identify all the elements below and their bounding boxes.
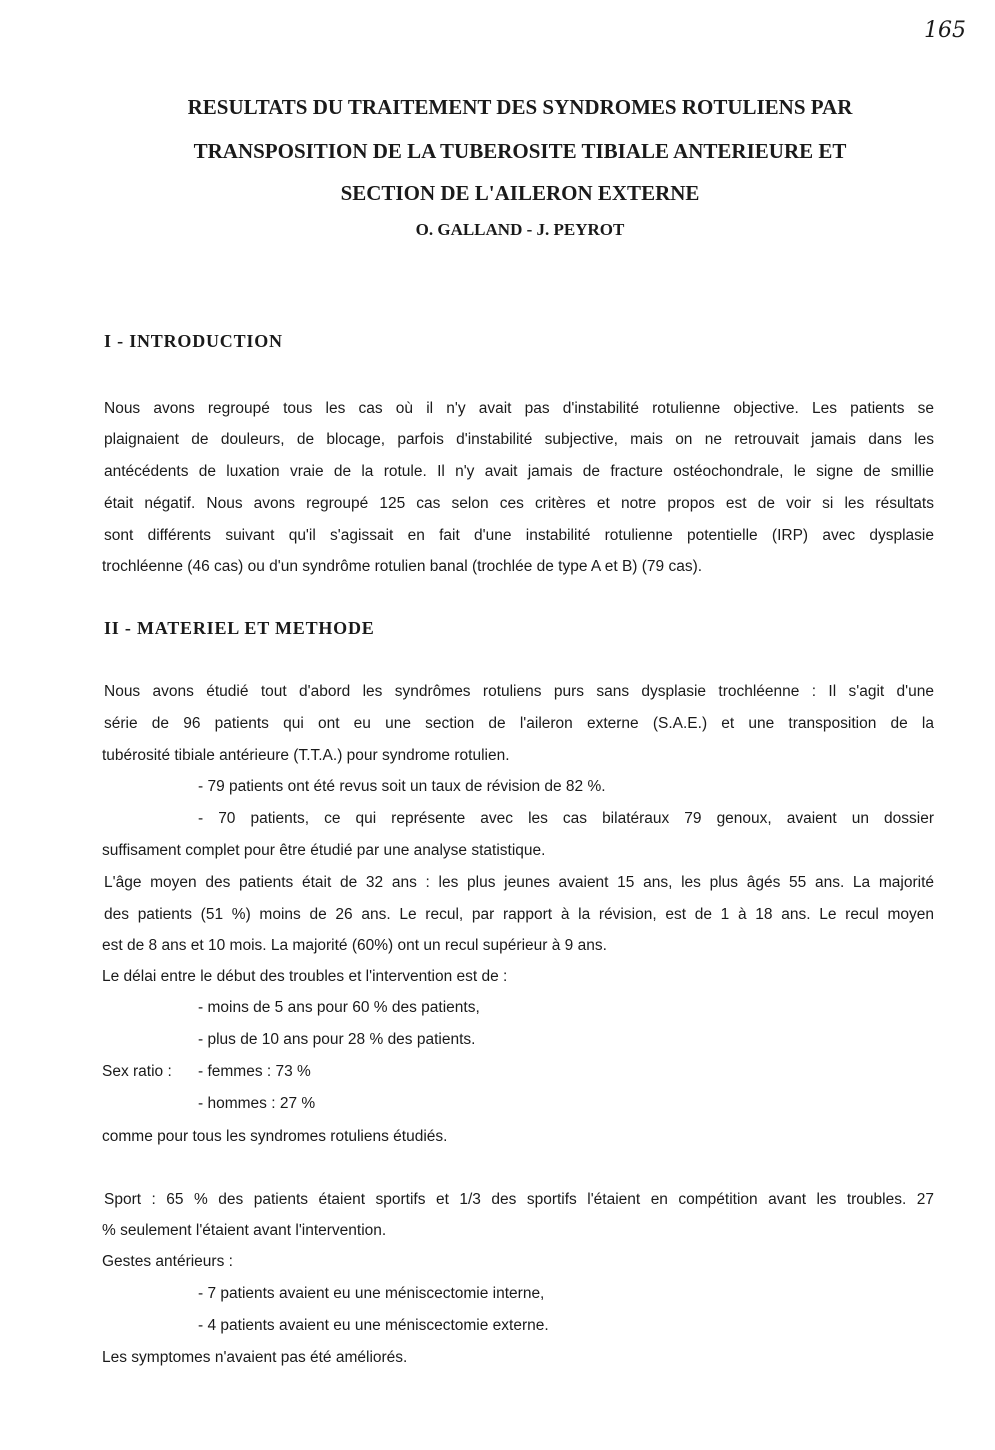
sex-item: - hommes : 27 % (198, 1095, 316, 1112)
gestes-label: Gestes antérieurs : (102, 1253, 233, 1270)
delay-item: - plus de 10 ans pour 28 % des patients. (198, 1031, 476, 1048)
authors: O. GALLAND - J. PEYROT (415, 220, 625, 239)
bullet-revision: - 79 patients ont été revus soit un taux de révision de 82 %. (198, 778, 606, 795)
paragraph-line: série de 96 patients qui ont eu une section de l'aileron externe (S.A.E.) et une transposition de la (104, 715, 934, 732)
gestes-item: - 4 patients avaient eu une méniscectomie externe. (198, 1317, 549, 1334)
paragraph-line: est de 8 ans et 10 mois. La majorité (60%) ont un recul supérieur à 9 ans. (102, 937, 607, 954)
paragraph-line: tubérosité tibiale antérieure (T.T.A.) pour syndrome rotulien. (102, 747, 510, 764)
paragraph-line: des patients (51 %) moins de 26 ans. Le recul, par rapport à la révision, est de 1 à 18 ans. Le recul moyen (104, 906, 934, 923)
section-heading-introduction: I - INTRODUCTION (104, 331, 283, 351)
paragraph-line: Nous avons étudié tout d'abord les syndrômes rotuliens purs sans dysplasie trochléenne : Il s'agit d'une (104, 683, 934, 700)
title-line-3: SECTION DE L'AILERON EXTERNE (340, 181, 700, 205)
gestes-item: - 7 patients avaient eu une méniscectomie interne, (198, 1285, 545, 1302)
delay-item: - moins de 5 ans pour 60 % des patients, (198, 999, 480, 1016)
title-line-2: TRANSPOSITION DE LA TUBEROSITE TIBIALE ANTERIEURE ET (193, 139, 847, 163)
title-line-1: RESULTATS DU TRAITEMENT DES SYNDROMES ROTULIENS PAR (187, 95, 853, 119)
conclusion: Les symptomes n'avaient pas été améliorés. (102, 1349, 408, 1366)
paragraph-line: Sport : 65 % des patients étaient sportifs et 1/3 des sportifs l'étaient en compétition avant les troubles. 27 (104, 1191, 934, 1208)
paragraph-line: L'âge moyen des patients était de 32 ans : les plus jeunes avaient 15 ans, les plus âgés 55 ans. La majorité (104, 874, 934, 891)
paragraph-line: plaignaient de douleurs, de blocage, parfois d'instabilité subjective, mais on ne retrouvait jamais dans les (104, 431, 934, 448)
paragraph-line: % seulement l'étaient avant l'intervention. (102, 1222, 387, 1239)
sex-ratio-label: Sex ratio : (102, 1063, 172, 1080)
paragraph-line: suffisament complet pour être étudié par une analyse statistique. (102, 842, 546, 859)
sex-note: comme pour tous les syndromes rotuliens étudiés. (102, 1128, 448, 1145)
sex-item: - femmes : 73 % (198, 1063, 311, 1080)
paragraph-line: trochléenne (46 cas) ou d'un syndrôme rotulien banal (trochlée de type A et B) (79 cas). (102, 558, 703, 575)
bullet-dossier: - 70 patients, ce qui représente avec les cas bilatéraux 79 genoux, avaient un dossier (198, 810, 934, 827)
delay-intro: Le délai entre le début des troubles et l'intervention est de : (102, 968, 508, 985)
page-number: 165 (924, 18, 966, 43)
paragraph-line: Nous avons regroupé tous les cas où il n'y avait pas d'instabilité rotulienne objective. Les patients se (104, 400, 934, 417)
paragraph-line: antécédents de luxation vraie de la rotule. Il n'y avait jamais de fracture ostéochondrale, le signe de smillie (104, 463, 934, 480)
paragraph-line: sont différents suivant qu'il s'agissait en fait d'une instabilité rotulienne potentielle (IRP) avec dysplasie (104, 527, 934, 544)
paragraph-line: était négatif. Nous avons regroupé 125 cas selon ces critères et notre propos est de voir si les résultats (104, 495, 934, 512)
section-heading-materiel: II - MATERIEL ET METHODE (104, 618, 375, 638)
